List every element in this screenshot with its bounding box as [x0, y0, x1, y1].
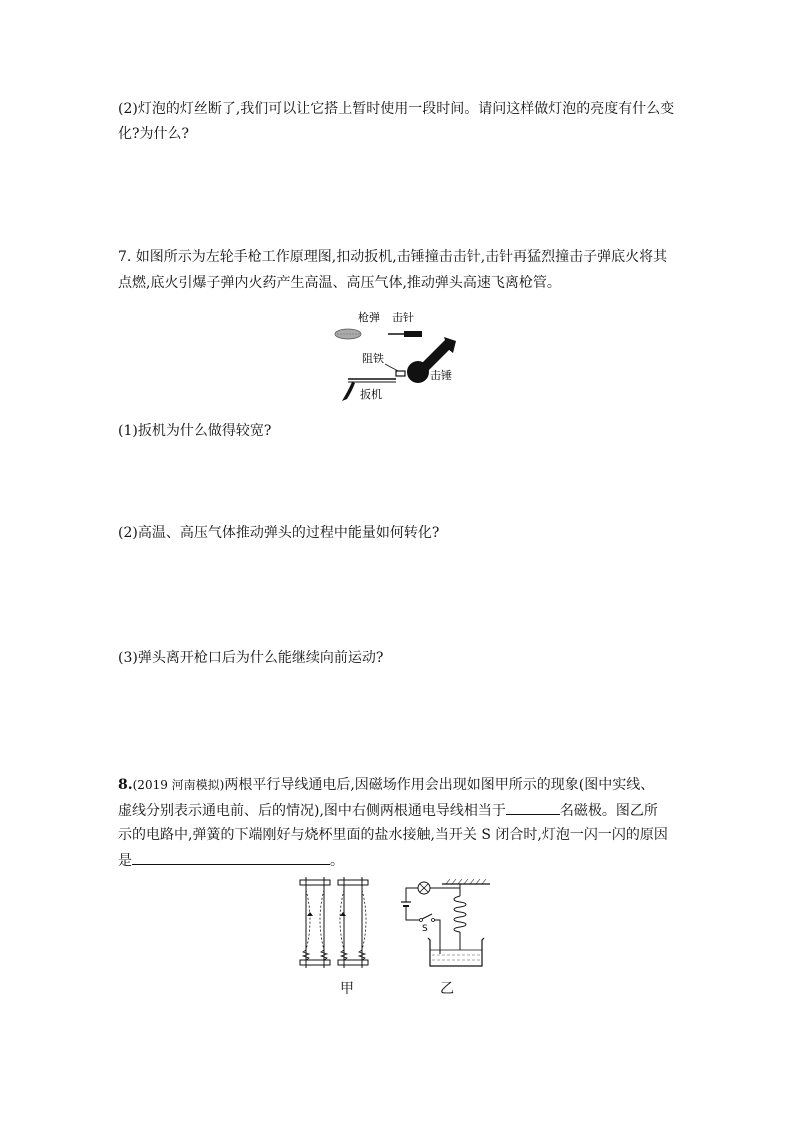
caption-jia: 甲: [340, 981, 354, 997]
q7-sub1: (1)扳机为什么做得较宽?: [118, 423, 272, 439]
q6-part2-line1: (2)灯泡的灯丝断了,我们可以让它搭上暂时使用一段时间。请问这样做灯泡的亮度有什么变: [118, 101, 675, 117]
q7-line1: 7. 如图所示为左轮手枪工作原理图,扣动扳机,击锤撞击击针,击针再猛烈撞击子弹底火将其: [118, 249, 668, 265]
q8-line4-prefix: 是: [118, 853, 132, 869]
q8-line1: [118, 775, 654, 795]
q7-sub3: (3)弹头离开枪口后为什么能继续向前运动?: [118, 650, 384, 666]
switch-label: S: [422, 924, 428, 934]
answer-blank-1[interactable]: [506, 800, 560, 815]
q8-source: (2019 河南模拟): [132, 778, 225, 792]
right-wire-pair: [338, 877, 368, 968]
q7-line2: 点燃,底火引爆子弹内火药产生高温、高压气体,推动弹头高速飞离枪管。: [118, 275, 561, 291]
q6-part2-line2: 化?为什么?: [118, 126, 190, 142]
q7-sub2: (2)高温、高压气体推动弹头的过程中能量如何转化?: [118, 525, 440, 541]
q8-line2: [118, 800, 658, 821]
switch-lever: [422, 914, 432, 919]
label-firing-pin: 击针: [392, 311, 414, 324]
q8-line1-text: 两根平行导线通电后,因磁场作用会出现如图甲所示的现象(图中实线、: [224, 777, 655, 793]
trigger-shape: [342, 382, 355, 401]
label-trigger: 扳机: [360, 388, 382, 401]
q8-line4: [118, 850, 344, 871]
beaker: [428, 938, 484, 966]
label-hammer: 击锤: [430, 369, 452, 382]
caption-yi: 乙: [440, 981, 454, 997]
firing-pin-body: [404, 331, 422, 337]
spring-coil: [454, 896, 466, 932]
left-wire-pair: [300, 877, 330, 968]
q8-line3: 示的电路中,弹簧的下端刚好与烧杯里面的盐水接触,当开关 S 闭合时,灯泡一闪一闪的原因: [118, 827, 668, 843]
revolver-diagram: [330, 305, 465, 405]
q8-line2-after-blank: 名磁极。图乙所: [559, 803, 658, 819]
q8-number: 8.: [118, 777, 133, 793]
q8-line2-text: 虚线分别表示通电前、后的情况),图中右侧两根通电导线相当于: [118, 803, 506, 819]
label-stopper: 阻铁: [362, 352, 384, 365]
answer-blank-2[interactable]: [132, 850, 330, 865]
q8-line4-suffix: 。: [330, 853, 344, 869]
stopper-block: [396, 371, 405, 376]
spring-circuit-diagram: [400, 876, 492, 968]
label-bullet: 枪弹: [358, 311, 380, 324]
parallel-wires-diagram: [298, 876, 370, 972]
